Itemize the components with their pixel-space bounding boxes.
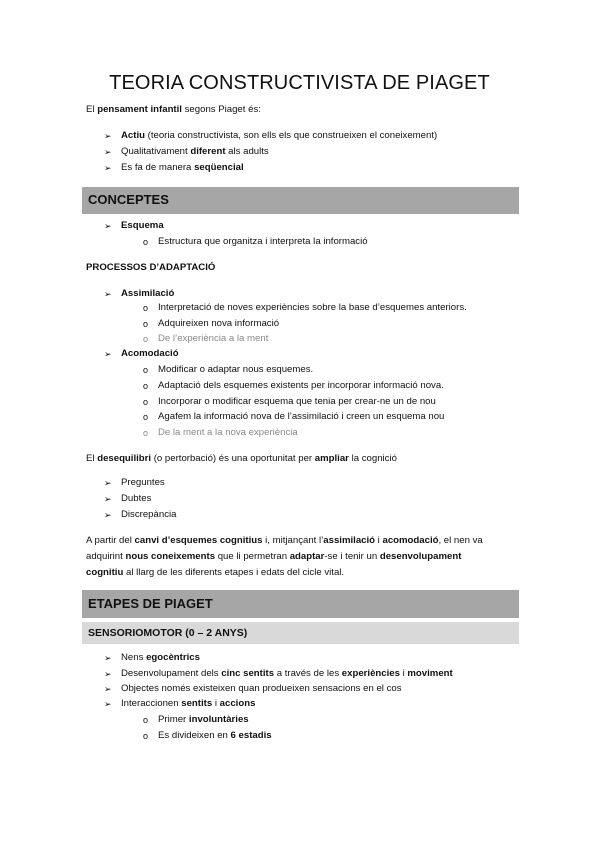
esquema-definition: Estructura que organitza i interpreta la informació [158, 236, 368, 247]
subsection-heading-sensoriomotor: SENSORIOMOTOR (0 – 2 ANYS) [88, 627, 248, 639]
paragraph-line-1 [86, 535, 483, 547]
arrow-bullet-icon: ➢ [104, 478, 112, 488]
e2d: experiències [341, 668, 400, 679]
intro-item-1-text: (teoria constructivista, son ells els que construeixen el coneixement) [144, 130, 438, 141]
desequilibri-e: la cognició [348, 453, 397, 464]
circle-bullet-icon: o [143, 715, 149, 725]
p2d: adaptar [289, 551, 325, 562]
arrow-bullet-icon: ➢ [104, 494, 112, 504]
esquema-label [121, 220, 164, 232]
s1b: involuntàries [188, 714, 249, 725]
desequilibri-item: Preguntes [121, 477, 165, 488]
e3a: Objectes només existeixen quan produeixen sensacions en el cos [121, 683, 402, 694]
circle-bullet-icon: o [143, 428, 149, 438]
intro-item-2 [121, 146, 269, 158]
p1b: canvi d’esquemes cognitius [134, 535, 263, 546]
acomodacio-label [121, 348, 179, 360]
assimilacio-item: De l’experiència a la ment [158, 333, 269, 344]
assimilacio-label [121, 288, 174, 300]
acomodacio-item: Agafem la informació nova de l’assimilació i creen un esquema nou [158, 411, 445, 422]
section-heading-conceptes: CONCEPTES [88, 192, 169, 207]
desequilibri-a: El [86, 453, 98, 464]
arrow-bullet-icon: ➢ [104, 510, 112, 520]
p2c: que li permetran [215, 551, 290, 562]
p1d: assimilació [323, 535, 376, 546]
intro-text-bold: pensament infantil [97, 104, 182, 115]
circle-bullet-icon: o [143, 412, 149, 422]
intro-item-2-text: Qualitativament [121, 146, 191, 157]
e4c: i [212, 698, 220, 709]
intro-item-1-bold: Actiu [121, 130, 145, 141]
p1f: acomodació [382, 535, 439, 546]
circle-bullet-icon: o [143, 731, 149, 741]
circle-bullet-icon: o [143, 319, 149, 329]
page-title: TEORIA CONSTRUCTIVISTA DE PIAGET [109, 72, 490, 94]
p3b: al llarg de les diferents etapes i edats del cicle vital. [123, 567, 345, 578]
paragraph-line-2 [86, 551, 461, 563]
intro-item-3 [121, 162, 244, 174]
intro-text-c: segons Piaget és: [181, 104, 261, 115]
etapes-item-4 [121, 698, 255, 710]
processos-heading [86, 262, 215, 274]
section-heading-etapes: ETAPES DE PIAGET [88, 596, 213, 611]
intro-item-3-bold: seqüencial [194, 162, 244, 173]
e2a: Desenvolupament dels [121, 668, 222, 679]
circle-bullet-icon: o [143, 397, 149, 407]
etapes-sub-item-1 [158, 714, 249, 726]
etapes-item-2 [121, 668, 453, 680]
acomodacio-item: Incorporar o modificar esquema que tenia per crear-ne un de nou [158, 396, 436, 407]
arrow-bullet-icon: ➢ [104, 669, 112, 679]
arrow-bullet-icon: ➢ [104, 163, 112, 173]
p1e: i [375, 535, 383, 546]
assimilacio-item: Interpretació de noves experiències sobre la base d’esquemes anteriors. [158, 302, 467, 313]
assimilacio-label-text: Assimilació [121, 288, 175, 299]
p2a: adquirint [86, 551, 126, 562]
etapes-item-1 [121, 652, 200, 664]
arrow-bullet-icon: ➢ [104, 699, 112, 709]
circle-bullet-icon: o [143, 381, 149, 391]
desequilibri-b: desequilibri [97, 453, 152, 464]
arrow-bullet-icon: ➢ [104, 221, 112, 231]
desequilibri-text [86, 453, 397, 465]
acomodacio-item: Modificar o adaptar nous esquemes. [158, 364, 314, 375]
e1a: Nens [121, 652, 147, 663]
arrow-bullet-icon: ➢ [104, 289, 112, 299]
processos-heading-text: PROCESSOS D’ADAPTACIÓ [86, 262, 216, 273]
p1g: , el nen va [438, 535, 483, 546]
e4a: Interaccionen [121, 698, 182, 709]
p1c: i, mitjançant l’ [262, 535, 324, 546]
assimilacio-item: Adquireixen nova informació [158, 318, 280, 329]
circle-bullet-icon: o [143, 365, 149, 375]
p2f: desenvolupament [379, 551, 462, 562]
e2c: a través de les [274, 668, 342, 679]
circle-bullet-icon: o [143, 334, 149, 344]
intro-text-a: El [86, 104, 98, 115]
s2b: 6 estadis [230, 730, 272, 741]
arrow-bullet-icon: ➢ [104, 653, 112, 663]
intro-item-1 [121, 130, 437, 142]
e2e: i [399, 668, 408, 679]
desequilibri-item: Discrepància [121, 509, 177, 520]
desequilibri-c: (o pertorbació) és una oportunitat per [151, 453, 315, 464]
esquema-label-text: Esquema [121, 220, 164, 231]
p2e: -se i tenir un [324, 551, 380, 562]
arrow-bullet-icon: ➢ [104, 349, 112, 359]
desequilibri-d: ampliar [314, 453, 349, 464]
p2b: nous coneixements [125, 551, 216, 562]
desequilibri-item: Dubtes [121, 493, 152, 504]
intro-item-2-bold: diferent [190, 146, 226, 157]
acomodacio-item: Adaptació dels esquemes existents per incorporar informació nova. [158, 380, 444, 391]
s1a: Primer [158, 714, 189, 725]
e4b: sentits [181, 698, 213, 709]
acomodacio-item: De la ment a la nova experiència [158, 427, 298, 438]
circle-bullet-icon: o [143, 237, 149, 247]
etapes-sub-item-2 [158, 730, 272, 742]
intro-item-3-text: Es fa de manera [121, 162, 195, 173]
etapes-item-3 [121, 683, 402, 695]
paragraph-line-3 [86, 567, 344, 579]
acomodacio-label-text: Acomodació [121, 348, 179, 359]
arrow-bullet-icon: ➢ [104, 147, 112, 157]
arrow-bullet-icon: ➢ [104, 684, 112, 694]
s2a: Es divideixen en [158, 730, 231, 741]
e2f: moviment [407, 668, 453, 679]
e4d: accions [219, 698, 256, 709]
arrow-bullet-icon: ➢ [104, 131, 112, 141]
p1a: A partir del [86, 535, 135, 546]
e1b: egocèntrics [146, 652, 200, 663]
e2b: cinc sentits [221, 668, 275, 679]
circle-bullet-icon: o [143, 303, 149, 313]
intro-text [86, 104, 261, 116]
p3a: cognitiu [86, 567, 124, 578]
intro-item-2-tail: als adults [225, 146, 269, 157]
